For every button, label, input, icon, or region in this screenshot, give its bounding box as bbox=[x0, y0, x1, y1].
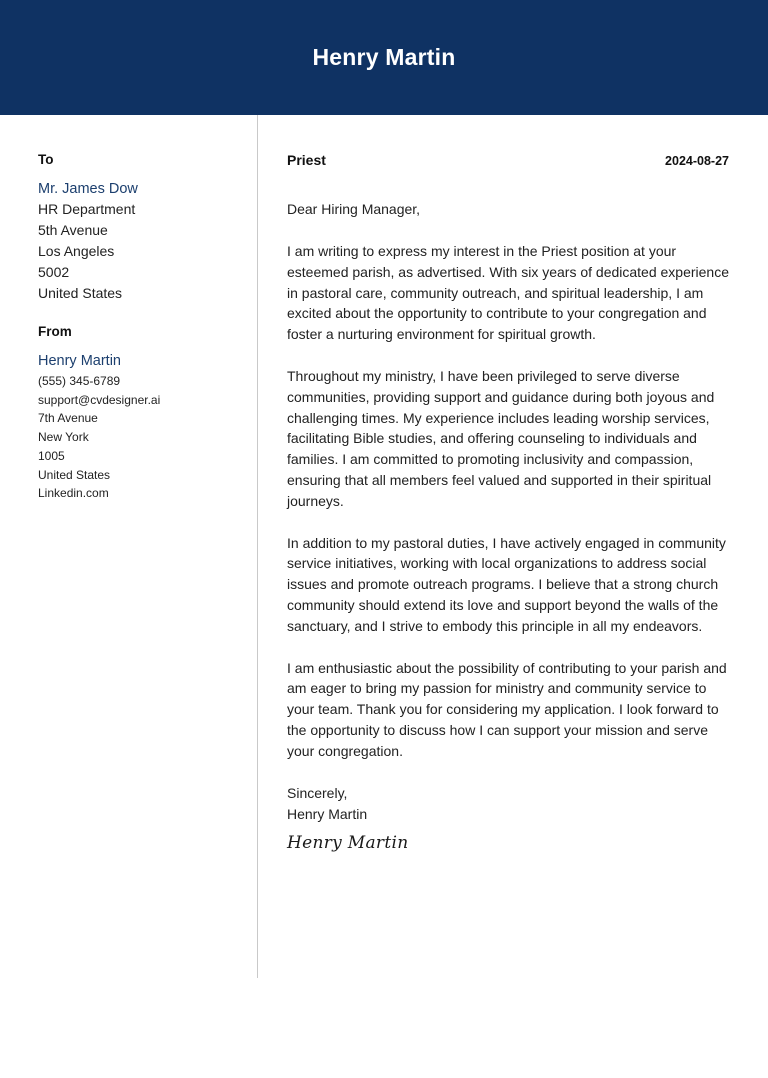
recipient-line: HR Department bbox=[38, 201, 136, 217]
sender-name: Henry Martin bbox=[38, 353, 121, 369]
letter-date: 2024-08-27 bbox=[665, 154, 729, 168]
position-title: Priest bbox=[287, 152, 326, 168]
column-divider bbox=[257, 115, 258, 978]
body-paragraph: In addition to my pastoral duties, I have actively engaged in community service initiatives, working with local organizations to address social issues and promote outreach programs. I believe that a strong church community should extend its love and support beyond the walls of the sanctuary, and I strive to embody this principle in all my endeavors. bbox=[287, 534, 726, 634]
sender-label: From bbox=[38, 324, 72, 339]
recipient-line: Los Angeles bbox=[38, 243, 115, 259]
header-banner bbox=[0, 0, 768, 115]
sender-email[interactable]: support@cvdesigner.ai bbox=[38, 392, 161, 407]
recipient-line: United States bbox=[38, 285, 123, 301]
recipient-line: 5th Avenue bbox=[38, 222, 108, 238]
sender-phone: (555) 345-6789 bbox=[38, 374, 121, 388]
body-paragraph: I am writing to express my interest in the Priest position at your esteemed parish, as advertised. With six years of dedicated experience in pastoral care, community outreach, and spiritual leadership, I am excited about the opportunity to contribute to your congregation and foster a nurturing environment for spiritual growth. bbox=[287, 243, 730, 343]
page-title: Henry Martin bbox=[312, 44, 456, 70]
handwritten-signature: Henry Martin bbox=[287, 832, 409, 853]
sender-line: 1005 bbox=[38, 448, 65, 463]
contact-column bbox=[38, 152, 243, 503]
recipient-line: 5002 bbox=[38, 264, 70, 280]
body-paragraph: I am enthusiastic about the possibility of contributing to your parish and am eager to bring my passion for ministry and community service to your team. Thank you for considering my application. I look forward to the opportunity to discuss how I can support your mission and serve your congregation. bbox=[287, 659, 727, 759]
sender-block bbox=[38, 324, 243, 503]
sender-line: United States bbox=[38, 467, 111, 482]
recipient-name: Mr. James Dow bbox=[38, 181, 138, 197]
recipient-block bbox=[38, 152, 243, 304]
sender-line: New York bbox=[38, 430, 89, 445]
letter-body bbox=[287, 152, 729, 853]
body-paragraph: Throughout my ministry, I have been privileged to serve diverse communities, providing support and guidance during both joyous and challenging times. My experience includes leading worship services, facilitating Bible studies, and offering counseling to individuals and families. I am committed to promoting inclusivity and compassion, ensuring that all members feel valued and supported in their spiritual journeys. bbox=[287, 367, 715, 509]
letter-header bbox=[287, 152, 729, 168]
closing-phrase: Sincerely, bbox=[287, 784, 348, 801]
closing-block bbox=[287, 783, 729, 825]
recipient-label: To bbox=[38, 152, 54, 167]
sender-linkedin[interactable]: Linkedin.com bbox=[38, 486, 109, 501]
sender-line: 7th Avenue bbox=[38, 411, 98, 426]
closing-name: Henry Martin bbox=[287, 805, 368, 822]
salutation: Dear Hiring Manager, bbox=[287, 201, 421, 217]
